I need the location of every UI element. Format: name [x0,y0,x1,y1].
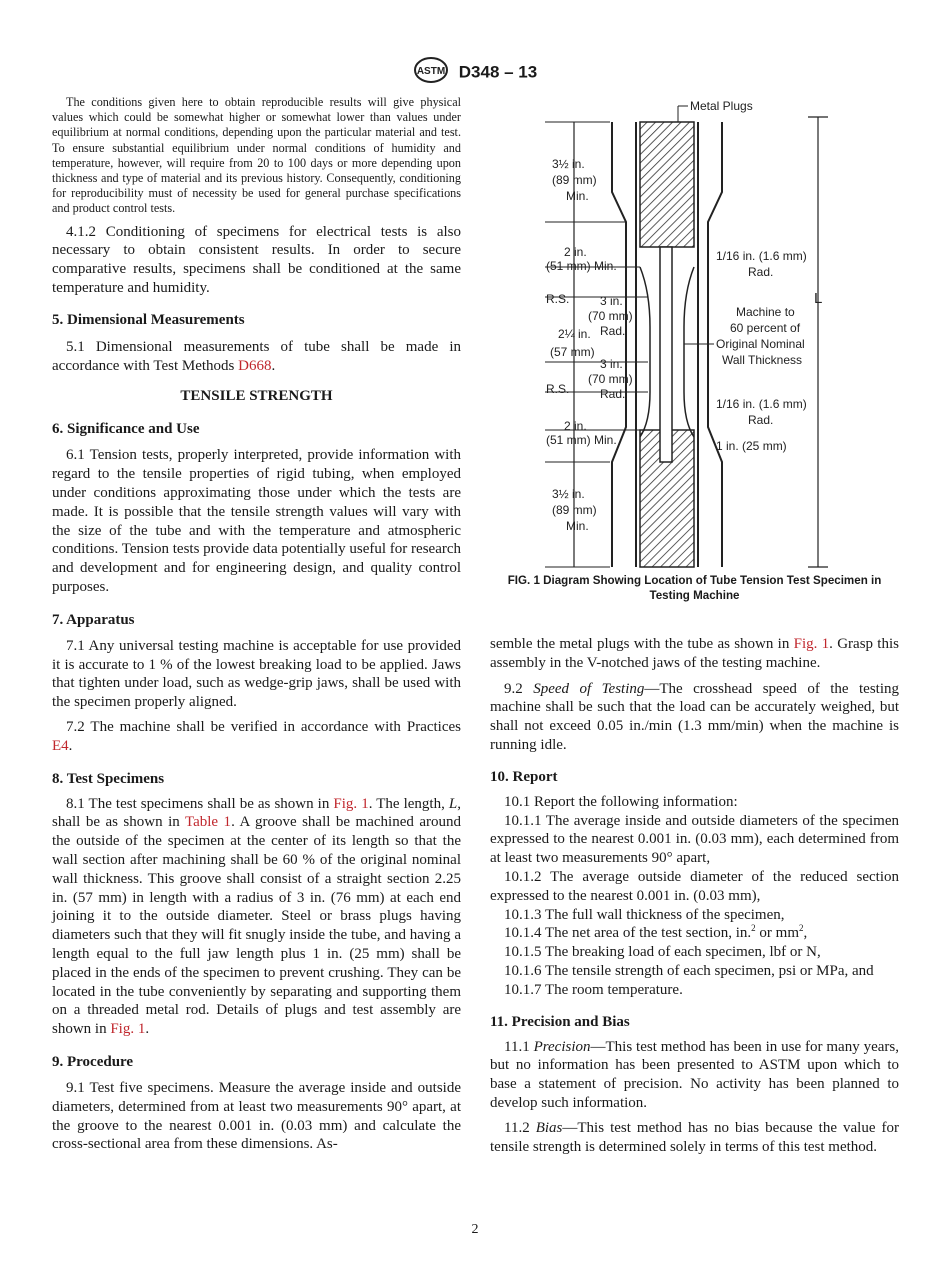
svg-text:2 in.: 2 in. [564,419,587,433]
section-9-heading: 9. Procedure [52,1053,134,1070]
svg-text:(57 mm): (57 mm) [550,345,595,359]
ref-e4-link[interactable]: E4 [52,737,69,754]
fig-1-link[interactable]: Fig. 1 [110,1021,146,1038]
para-10-1-2: 10.1.2 The average outside diameter of the reduced section expressed to the nearest 0.001 in. (0.03 mm), [490,868,899,904]
astm-logo-icon [413,56,449,89]
conditioning-note: The conditions given here to obtain reproducible results will give physical values which could be somewhat higher or somewhat lower than values under equilibrium at normal conditions, depending upon the particular material and test. To ensure substantial equilibrium under normal conditions of humidity and temperature, however, will require from 20 to 100 days or more depending upon thickness and type of material and its previous history. Consequently, conditioning for reproducibility must of necessity be used for general purchase specifications and product control tests. [52,95,461,216]
page-header [0,56,950,89]
ref-d668-link[interactable]: D668 [238,357,272,374]
para-8-1: 8.1 The test specimens shall be as shown in Fig. 1. The length, L, shall be as shown in Table 1. A groove shall be machined around the outside of the specimen at the center of its length so that the wall section after machining shall be 60 % of the original nominal wall thickness. This groove shall consist of a straight section 2.25 in. (57 mm) in length with a radius of 3 in. (76 mm) at each end joining it to the outside diameter. Steel or brass plugs having diameters such that they will fit snugly inside the tube, and having a length equal to the full jaw length plus 1 in. (25 mm) shall be placed in the ends of the specimen to prevent crushing. They can be located in the tube conveniently by separating and supporting them on a threaded metal rod. Details of plugs and test assembly are shown in Fig. 1. [52,795,461,1038]
svg-text:1 in. (25 mm): 1 in. (25 mm) [716,439,787,453]
svg-text:(70 mm): (70 mm) [588,372,633,386]
length-L-label: L [814,290,823,307]
svg-text:2 in.: 2 in. [564,245,587,259]
svg-text:2¼ in.: 2¼ in. [558,327,591,341]
svg-text:3 in.: 3 in. [600,357,623,371]
figure-1 [490,92,899,612]
para-10-1-6: 10.1.6 The tensile strength of each specimen, psi or MPa, and [504,962,874,979]
section-7-heading: 7. Apparatus [52,611,135,628]
para-10-1: 10.1 Report the following information: [504,793,738,810]
svg-text:Wall Thickness: Wall Thickness [722,353,803,367]
para-10-1-1: 10.1.1 The average inside and outside diameters of the specimen expressed to the nearest 0.001 in. (0.03 mm), each determined from at least two measurements 90° apart, [490,812,899,867]
para-9-1-cont: semble the metal plugs with the tube as shown in Fig. 1. Grasp this assembly in the V-notched jaws of the testing machine. [490,636,899,671]
para-10-1-7: 10.1.7 The room temperature. [504,981,683,998]
svg-text:ASTM: ASTM [416,66,445,77]
svg-text:(89 mm): (89 mm) [552,173,597,187]
svg-text:Metal Plugs: Metal Plugs [690,99,753,113]
fig-1-link[interactable]: Fig. 1 [793,636,830,652]
svg-text:3 in.: 3 in. [600,294,623,308]
section-8-heading: 8. Test Specimens [52,770,165,787]
svg-text:Min.: Min. [566,189,589,203]
svg-text:3½ in.: 3½ in. [552,157,585,171]
section-10-heading: 10. Report [490,768,558,785]
svg-text:Rad.: Rad. [748,413,774,427]
svg-text:Machine to: Machine to [736,305,795,319]
para-11-2: 11.2 Bias—This test method has no bias because the value for tensile strength is determined solely in terms of this test method. [490,1119,899,1155]
section-11-heading: 11. Precision and Bias [490,1013,630,1030]
figure-1-caption: FIG. 1 Diagram Showing Location of Tube Tension Test Specimen in Testing Machine [507,574,882,602]
table-1-link[interactable]: Table 1 [184,814,232,831]
tensile-strength-heading: TENSILE STRENGTH [180,388,333,405]
para-10-1-5: 10.1.5 The breaking load of each specimen, lbf or N, [504,944,821,961]
page-number: 2 [471,1222,479,1237]
threaded-rod [660,247,672,462]
svg-text:Rad.: Rad. [748,265,774,279]
svg-text:60 percent of: 60 percent of [730,321,801,335]
svg-text:Rad.: Rad. [600,387,626,401]
left-column [52,92,461,1154]
metal-plug-top [640,122,694,247]
section-5-heading: 5. Dimensional Measurements [52,311,245,328]
section-6-heading: 6. Significance and Use [52,421,200,438]
svg-text:(89 mm): (89 mm) [552,503,597,517]
svg-text:(51 mm) Min.: (51 mm) Min. [546,259,617,273]
right-column [490,92,899,1156]
svg-text:1/16 in. (1.6 mm): 1/16 in. (1.6 mm) [716,249,807,263]
svg-text:Rad.: Rad. [600,324,626,338]
svg-text:R.S.: R.S. [546,382,570,396]
tube-tension-diagram [490,92,899,572]
svg-text:Min.: Min. [566,519,589,533]
svg-text:(70 mm): (70 mm) [588,309,633,323]
svg-text:(51 mm) Min.: (51 mm) Min. [546,433,617,447]
para-4-1-2: 4.1.2 Conditioning of specimens for electrical tests is also necessary to obtain consistent results. In order to secure comparative results, specimens shall be conditioned at the same temperature and humidity. [52,223,461,297]
para-7-1: 7.1 Any universal testing machine is acceptable for use provided it is accurate to 1 % of the lowest breaking load to be applied. Jaws that tighten under load, such as wedge-grip jaws, shall be used with the specimen properly aligned. [52,637,461,711]
svg-text:Original Nominal: Original Nominal [716,337,805,351]
svg-text:1/16 in. (1.6 mm): 1/16 in. (1.6 mm) [716,397,807,411]
para-6-1: 6.1 Tension tests, properly interpreted, provide information with regard to the tensile properties of rigid tubing, when employed under conditions approximating those under which the tests are made. It is possible that the tensile strength values will vary with the size of the tube and with the temperature and atmospheric conditions. Tension tests provide data potentially useful for research and development and for engineering design, and quality control purposes. [52,447,461,595]
svg-text:R.S.: R.S. [546,292,570,306]
standard-designation: D348 – 13 [458,62,538,82]
svg-text:3½ in.: 3½ in. [552,487,585,501]
fig-1-link[interactable]: Fig. 1 [333,795,369,812]
para-10-1-4: 10.1.4 The net area of the test section, in.$^2$ or $mm^2$, [504,923,808,942]
para-7-2: 7.2 The machine shall be verified in accordance with Practices E4. [52,718,461,754]
para-9-2: 9.2 Speed of Testing—The crosshead speed of the testing machine shall be such that the load can be accurately weighed, but shall not exceed 0.05 in./min (1.3 mm/min) when the machine is running idle. [490,680,900,753]
para-5-1: 5.1 Dimensional measurements of tube shall be made in accordance with Test Methods D668. [52,338,461,374]
para-10-1-3: 10.1.3 The full wall thickness of the specimen, [504,906,785,923]
para-9-1: 9.1 Test five specimens. Measure the average inside and outside diameters, determined from at least two measurements 90° apart, at the groove to the nearest 0.001 in. (0.03 mm) and calculate the cross-sectional area from these dimensions. As- [52,1079,461,1153]
para-11-1: 11.1 Precision—This test method has been in use for many years, but no information has been presented to ASTM upon which to base a statement of precision. No activity has been planned to develop such information. [490,1038,899,1111]
